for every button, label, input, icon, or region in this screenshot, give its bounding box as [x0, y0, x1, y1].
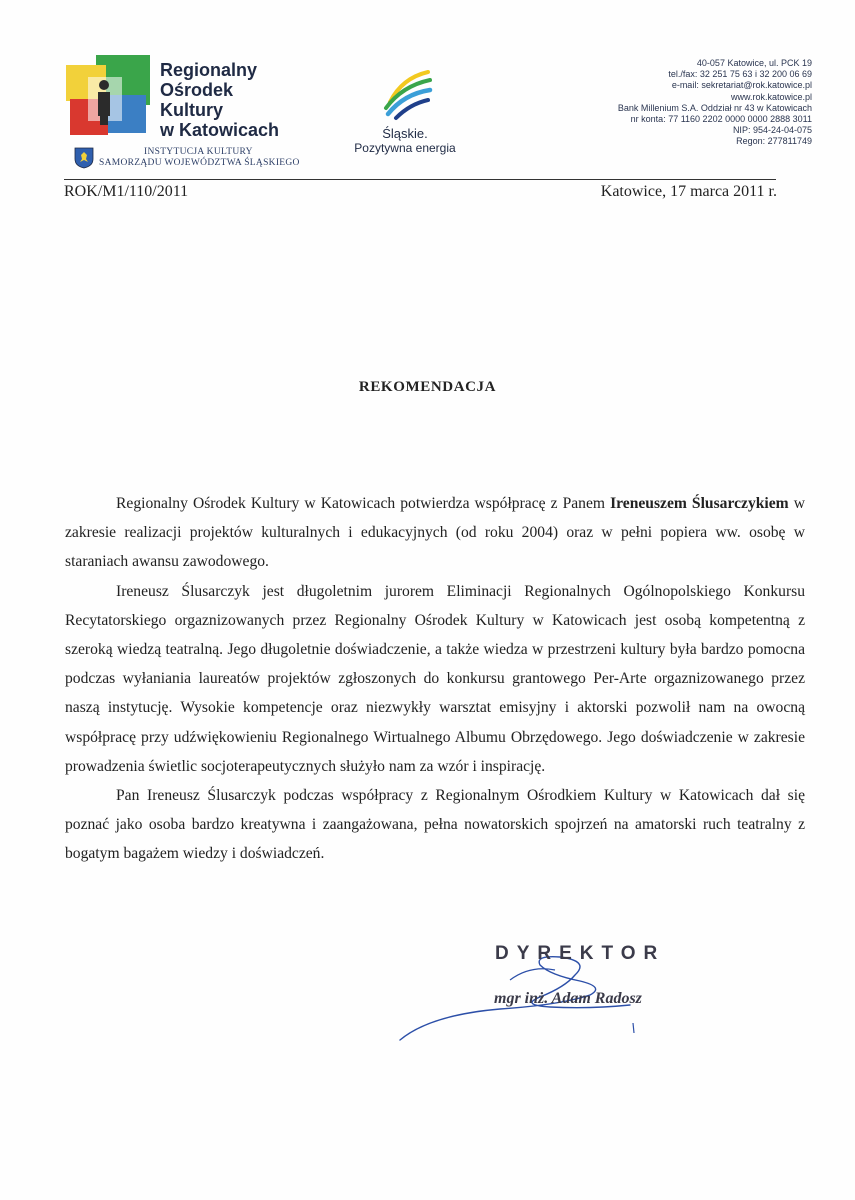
contact-line: NIP: 954-24-04-075 [732, 125, 812, 136]
paragraph-1-text: Regionalny Ośrodek Kultury w Katowicach potwierdza współpracę z Panem [116, 495, 611, 512]
contact-line: nr konta: 77 1160 2202 0000 0000 2888 3011 [630, 114, 812, 125]
contact-line: tel./fax: 32 251 75 63 i 32 200 06 69 [668, 69, 812, 80]
org-name-line: Kultury [160, 100, 223, 120]
stamp-name: mgr inż. Adam Radosz [494, 990, 642, 1007]
stamp-title: DYREKTOR [495, 943, 666, 964]
paragraph-1 [65, 489, 805, 577]
contact-line: www.rok.katowice.pl [730, 91, 812, 102]
institution-caption [99, 147, 300, 169]
reference-number: ROK/M1/110/2011 [64, 183, 189, 200]
org-name-line: Ośrodek [160, 80, 234, 100]
institution-line-1: INSTYTUCJA KULTURY [144, 147, 253, 157]
contact-details [618, 58, 812, 148]
person-name: Ireneuszem Ślusarczykiem [610, 495, 789, 512]
rok-logo-icon [66, 55, 150, 137]
slaskie-name: Śląskie. [382, 126, 428, 141]
paragraph-2: Ireneusz Ślusarczyk jest długoletnim jurorem Eliminacji Regionalnych Ogólnopolskiego Konkursu Recytatorskiego orgaznizowanych przez Regionalny Ośrodek Kultury w Katowicach jest osobą kompetentną z szeroką wiedzą teatralną. Jego długoletnie doświadczenie, a także wiedza w przestrzeni kultury była bardzo pomocna podczas wyłaniania laureatów projektów zgłoszonych do konkursu grantowego Per-Arte orgaznizowanego przez naszą instytucję. Wysokie kompetencje oraz niezwykły warsztat emisyjny i aktorski pozwolił nam na owocną współpracę przy udźwiękowieniu Regionalnego Wirtualnego Albumu Obrzędowego. Jego doświadczenie w zakresie prowadzenia świetlic socjoterapeutycznych służyło nam za wzór i inspirację. [65, 582, 805, 775]
paragraph-3: Pan Ireneusz Ślusarczyk podczas współpracy z Regionalnym Ośrodkiem Kultury w Katowicach dał się poznać jako osoba bardzo kreatywna i zaangażowana, pełna nowatorskich spojrzeń na amatorski ruch teatralny z bogatym bagażem wiedzy i doświadczeń. [65, 787, 805, 863]
document-title: REKOMENDACJA [358, 379, 497, 395]
slaskie-slogan: Pozytywna energia [354, 141, 456, 155]
header-divider [64, 179, 776, 180]
contact-line: e-mail: sekretariat@rok.katowice.pl [671, 80, 812, 91]
org-name-line: w Katowicach [160, 120, 280, 140]
organization-name [160, 60, 279, 140]
paragraph-1-text-end: w zakresie realizacji projektów kulturalnych i edukacyjnych (od roku 2004) oraz w pełni popiera ww. osobę w staraniach awansu zawodowego. [65, 495, 805, 571]
coat-of-arms-icon [74, 147, 94, 169]
contact-line: Bank Millenium S.A. Oddział nr 43 w Katowicach [617, 102, 812, 113]
org-name-line: Regionalny [160, 60, 258, 80]
letter-body [65, 489, 805, 869]
slaskie-logo-icon [378, 64, 438, 124]
institution-line-2: SAMORZĄDU WOJEWÓDZTWA ŚLĄSKIEGO [99, 158, 300, 168]
contact-line: 40-057 Katowice, ul. PCK 19 [696, 58, 812, 68]
place-date: Katowice, 17 marca 2011 r. [600, 183, 777, 200]
contact-line: Regon: 277811749 [736, 136, 812, 147]
slaskie-logo-text [340, 126, 470, 155]
